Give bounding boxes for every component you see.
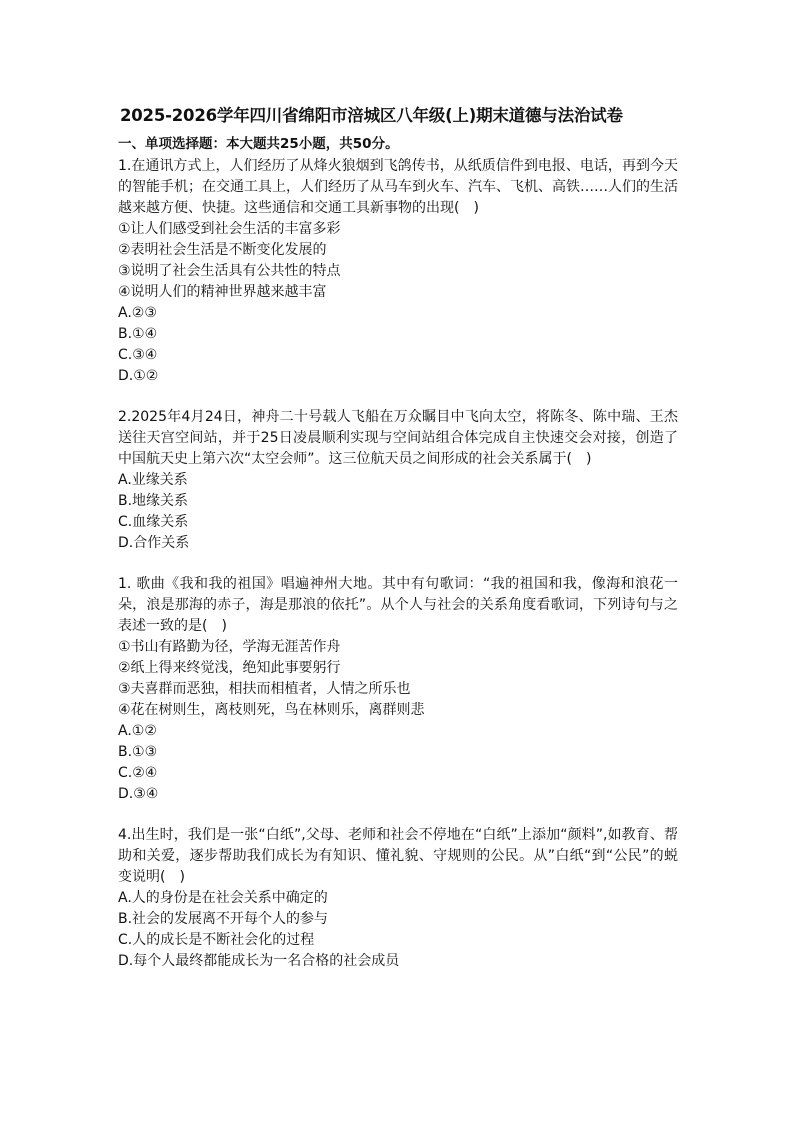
option-a: A.①② (118, 723, 157, 739)
option-b: B.社会的发展离不开每个人的参与 (118, 911, 329, 927)
exam-page (118, 104, 678, 992)
statement-item: ④说明人们的精神世界越来越丰富 (118, 284, 327, 300)
option-a: A.人的身份是在社会关系中确定的 (118, 890, 328, 906)
question-3 (118, 574, 678, 805)
option-b: B.地缘关系 (118, 493, 189, 509)
option-d: D.③④ (118, 786, 159, 802)
statement-item: ②表明社会生活是不断变化发展的 (118, 242, 327, 258)
statement-item: ③夫喜群而恶独，相扶而相植者，人情之所乐也 (118, 681, 411, 697)
question-stem: 1.在通讯方式上，人们经历了从烽火狼烟到飞鸽传书，从纸质信件到电报、电话，再到今天的智能手机；在交通工具上，人们经历了从马车到火车、汽车、飞机、高铁……人们的生活越来越方便、快捷。这些通信和交通工具新事物的出现( ) (118, 158, 678, 216)
option-d: D.每个人最终都能成长为一名合格的社会成员 (118, 953, 400, 969)
option-a: A.业缘关系 (118, 472, 188, 488)
statement-item: ③说明了社会生活具有公共性的特点 (118, 263, 341, 279)
option-b: B.①④ (118, 326, 158, 342)
option-d: D.①② (118, 368, 159, 384)
question-stem: 4.出生时，我们是一张“白纸”,父母、老师和社会不停地在“白纸”上添加“颜料”,如教育、帮助和关爱，逐步帮助我们成长为有知识、懂礼貌、守规则的公民。从”白纸“到“公民”的蜕变说明( ) (118, 827, 678, 885)
option-a: A.②③ (118, 305, 157, 321)
option-b: B.①③ (118, 744, 158, 760)
section-heading: 一、单项选择题：本大题共25小题，共50分。 (118, 136, 399, 152)
option-c: C.②④ (118, 765, 158, 781)
question-stem: 2.2025年4月24日，神舟二十号载人飞船在万众瞩目中飞向太空，将陈冬、陈中瑞、王杰送往天宫空间站，并于25日凌晨顺利实现与空间站组合体完成自主快速交会对接，创造了中国航天史上第六次“太空会师”。这三位航天员之间形成的社会关系属于( ) (118, 409, 678, 467)
exam-title: 2025-2026学年四川省绵阳市涪城区八年级(上)期末道德与法治试卷 (120, 106, 623, 125)
question-2 (118, 407, 678, 554)
statement-item: ④花在树则生，离枝则死，鸟在林则乐，离群则悲 (118, 702, 425, 718)
question-stem: 1. 歌曲《我和我的祖国》唱遍神州大地。其中有句歌词：“我的祖国和我，像海和浪花一朵，浪是那海的赤子，海是那浪的依托”。从个人与社会的关系角度看歌词，下列诗句与之表述一致的是( ) (118, 576, 678, 634)
statement-item: ②纸上得来终觉浅，绝知此事要躬行 (118, 660, 341, 676)
option-c: C.血缘关系 (118, 514, 189, 530)
option-d: D.合作关系 (118, 535, 190, 551)
question-4 (118, 825, 678, 972)
option-c: C.人的成长是不断社会化的过程 (118, 932, 315, 948)
statement-item: ①书山有路勤为径，学海无涯苦作舟 (118, 639, 341, 655)
option-c: C.③④ (118, 347, 158, 363)
statement-item: ①让人们感受到社会生活的丰富多彩 (118, 221, 341, 237)
question-1 (118, 156, 678, 387)
